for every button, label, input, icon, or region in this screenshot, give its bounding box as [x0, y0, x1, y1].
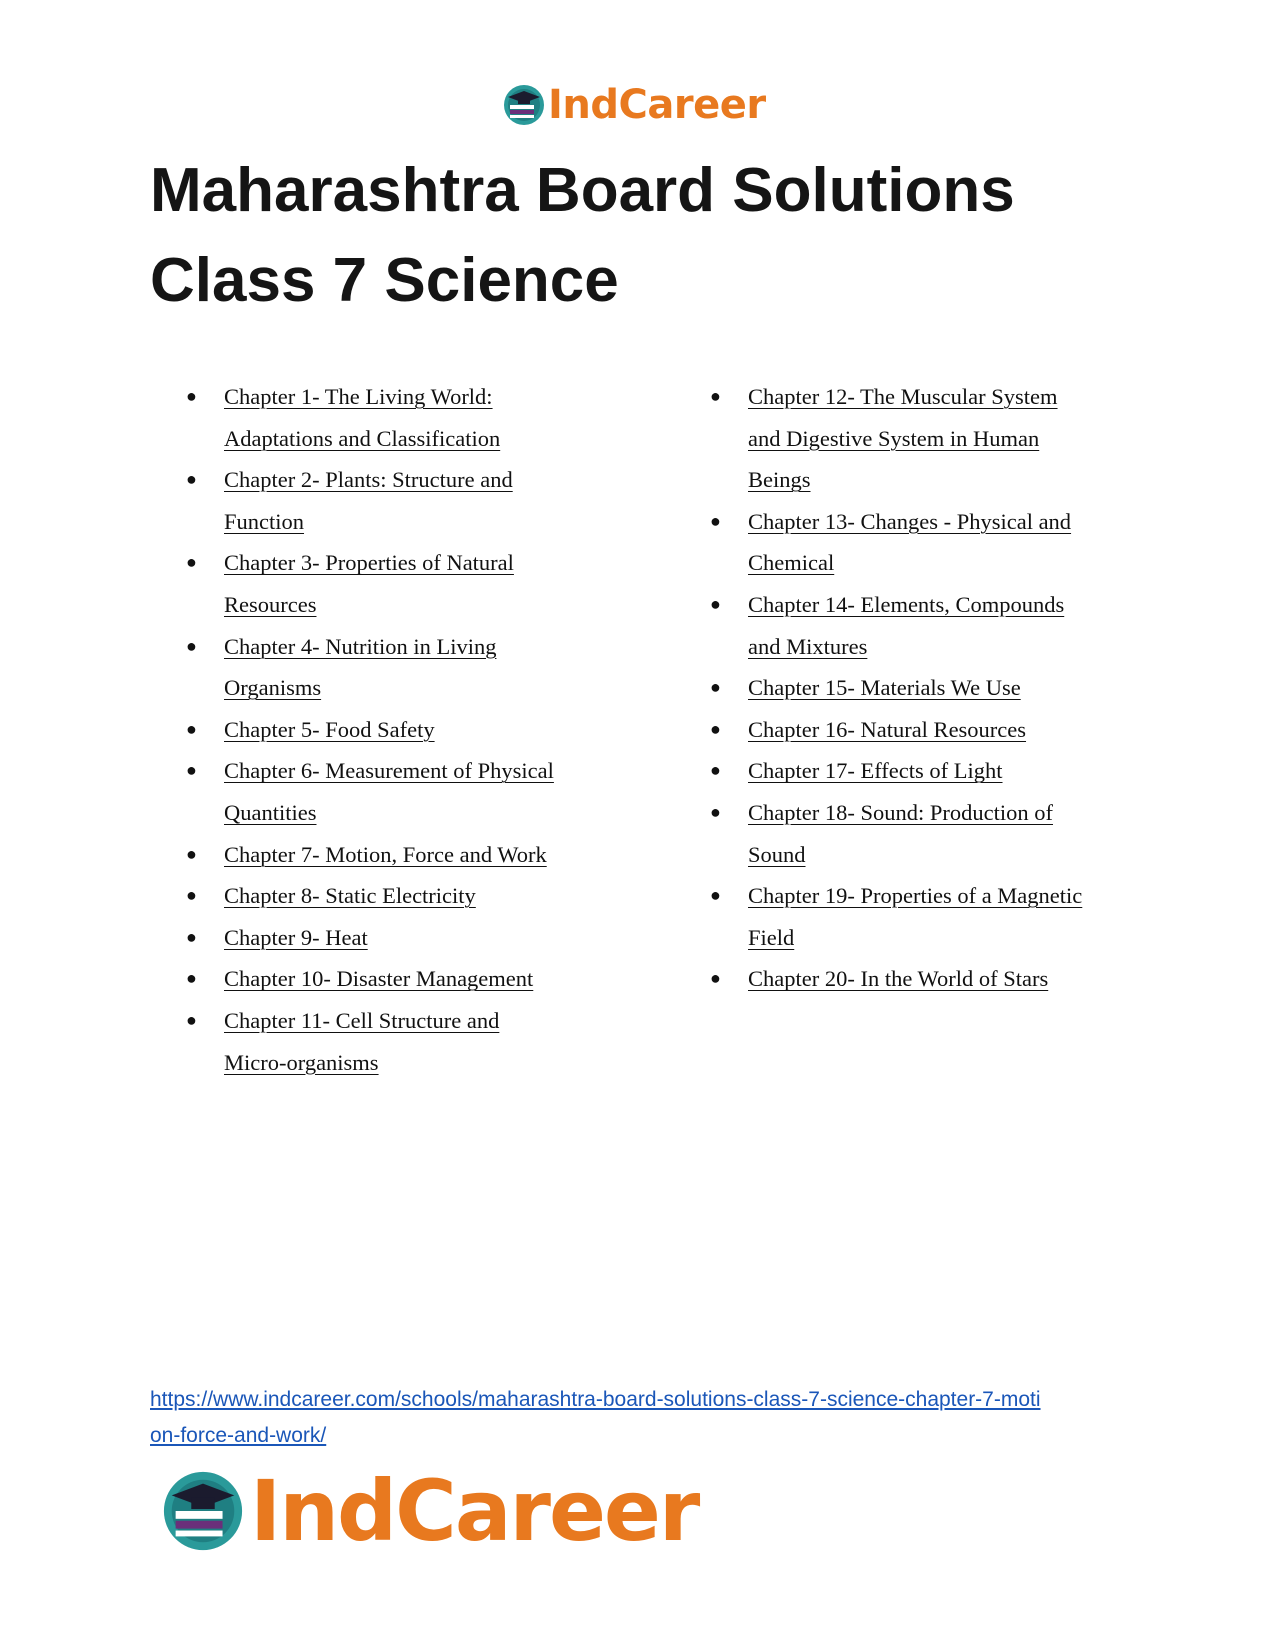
chapter-link-13[interactable]: Chapter 13- Changes - Physical and [748, 508, 1072, 534]
bullet-icon: ● [186, 926, 197, 947]
chapter-link-12[interactable]: Chapter 12- The Muscular System [748, 384, 1058, 409]
list-item [710, 667, 1168, 709]
bullet-icon: ● [186, 718, 197, 739]
graduation-cap-book-icon [502, 83, 546, 127]
bullet-icon: ● [710, 386, 721, 406]
bullet-icon: ● [186, 1009, 197, 1030]
bullet-icon: ● [186, 386, 197, 406]
chapter-link-7[interactable]: Chapter 7- Motion, Force and Work [224, 841, 547, 867]
list-item [186, 709, 644, 751]
chapter-list-right [710, 376, 1168, 1000]
chapter-link-18-cont[interactable]: Sound [748, 841, 806, 867]
bullet-icon: ● [710, 718, 721, 739]
list-item [186, 834, 644, 876]
graduation-cap-book-icon [160, 1468, 246, 1554]
list-item [748, 626, 1168, 668]
chapter-link-5[interactable]: Chapter 5- Food Safety [224, 716, 435, 742]
list-item [224, 792, 644, 834]
chapter-link-18[interactable]: Chapter 18- Sound: Production of [748, 799, 1053, 825]
bullet-icon: ● [710, 677, 721, 698]
chapter-link-17[interactable]: Chapter 17- Effects of Light [748, 758, 1003, 784]
brand-name: IndCareer [548, 82, 766, 128]
list-item [224, 1042, 644, 1084]
chapter-link-2[interactable]: Chapter 2- Plants: Structure and [224, 467, 513, 493]
list-item [748, 834, 1168, 876]
bullet-icon: ● [710, 760, 721, 781]
list-item [186, 626, 644, 668]
chapter-link-16[interactable]: Chapter 16- Natural Resources [748, 716, 1027, 742]
chapter-link-2-cont[interactable]: Function [224, 508, 305, 534]
list-item [710, 584, 1168, 626]
source-url [150, 1382, 1130, 1454]
chapter-link-11-cont[interactable]: Micro-organisms [224, 1049, 379, 1075]
chapter-link-1[interactable]: Chapter 1- The Living World: [224, 384, 493, 409]
header-logo [502, 80, 766, 130]
list-item [186, 542, 644, 584]
bullet-icon: ● [186, 968, 197, 989]
chapter-list-left [186, 376, 644, 1083]
chapter-link-14[interactable]: Chapter 14- Elements, Compounds [748, 591, 1065, 617]
source-url-link-line-1[interactable]: https://www.indcareer.com/schools/maharashtra-board-solutions-class-7-science-chapter-7-moti [150, 1388, 1041, 1411]
list-item [748, 418, 1168, 460]
list-item [186, 917, 644, 959]
bullet-icon: ● [186, 469, 197, 490]
list-item [710, 501, 1168, 543]
chapter-link-13-cont[interactable]: Chemical [748, 550, 835, 576]
chapter-link-3[interactable]: Chapter 3- Properties of Natural [224, 550, 514, 576]
page-title-line-2: Class 7 Science [150, 246, 619, 315]
chapter-link-11[interactable]: Chapter 11- Cell Structure and [224, 1007, 500, 1033]
bullet-icon: ● [186, 760, 197, 781]
chapter-link-20[interactable]: Chapter 20- In the World of Stars [748, 966, 1049, 992]
chapter-link-1-cont[interactable]: Adaptations and Classification [224, 425, 501, 451]
list-item [224, 584, 644, 626]
chapter-link-10[interactable]: Chapter 10- Disaster Management [224, 966, 534, 992]
list-item [224, 418, 644, 460]
list-item [748, 542, 1168, 584]
list-item [710, 792, 1168, 834]
chapter-link-12-cont-2[interactable]: Beings [748, 467, 811, 493]
list-item [186, 1000, 644, 1042]
chapter-link-15[interactable]: Chapter 15- Materials We Use [748, 675, 1021, 701]
bullet-icon: ● [710, 593, 721, 614]
chapter-link-8[interactable]: Chapter 8- Static Electricity [224, 883, 476, 909]
chapter-link-6[interactable]: Chapter 6- Measurement of Physical [224, 758, 554, 784]
list-item [224, 501, 644, 543]
list-item [186, 459, 644, 501]
page-title [150, 146, 1150, 326]
bullet-icon: ● [710, 885, 721, 906]
list-item [710, 958, 1168, 1000]
bullet-icon: ● [186, 552, 197, 573]
list-item [710, 709, 1168, 751]
page-title-line-1: Maharashtra Board Solutions [150, 156, 1015, 225]
chapter-link-3-cont[interactable]: Resources [224, 591, 317, 617]
list-item [748, 917, 1168, 959]
brand-name: IndCareer [250, 1462, 699, 1560]
list-item [186, 376, 644, 418]
list-item [224, 667, 644, 709]
bullet-icon: ● [710, 510, 721, 531]
chapter-link-9[interactable]: Chapter 9- Heat [224, 924, 368, 950]
bullet-icon: ● [710, 801, 721, 822]
source-url-link-line-2[interactable]: on-force-and-work/ [150, 1424, 327, 1447]
bullet-icon: ● [710, 968, 721, 989]
chapter-link-14-cont[interactable]: and Mixtures [748, 633, 868, 659]
list-item [748, 459, 1168, 501]
bullet-icon: ● [186, 635, 197, 656]
list-item [710, 750, 1168, 792]
footer-logo [160, 1462, 699, 1560]
chapter-link-6-cont[interactable]: Quantities [224, 799, 317, 825]
chapter-link-12-cont[interactable]: and Digestive System in Human [748, 425, 1040, 451]
list-item [710, 875, 1168, 917]
chapter-link-19-cont[interactable]: Field [748, 924, 795, 950]
chapter-link-4-cont[interactable]: Organisms [224, 675, 322, 701]
list-item [186, 958, 644, 1000]
list-item [186, 875, 644, 917]
list-item [186, 750, 644, 792]
bullet-icon: ● [186, 885, 197, 906]
list-item [710, 376, 1168, 418]
bullet-icon: ● [186, 843, 197, 864]
chapter-link-4[interactable]: Chapter 4- Nutrition in Living [224, 633, 497, 659]
chapter-link-19[interactable]: Chapter 19- Properties of a Magnetic [748, 883, 1083, 909]
